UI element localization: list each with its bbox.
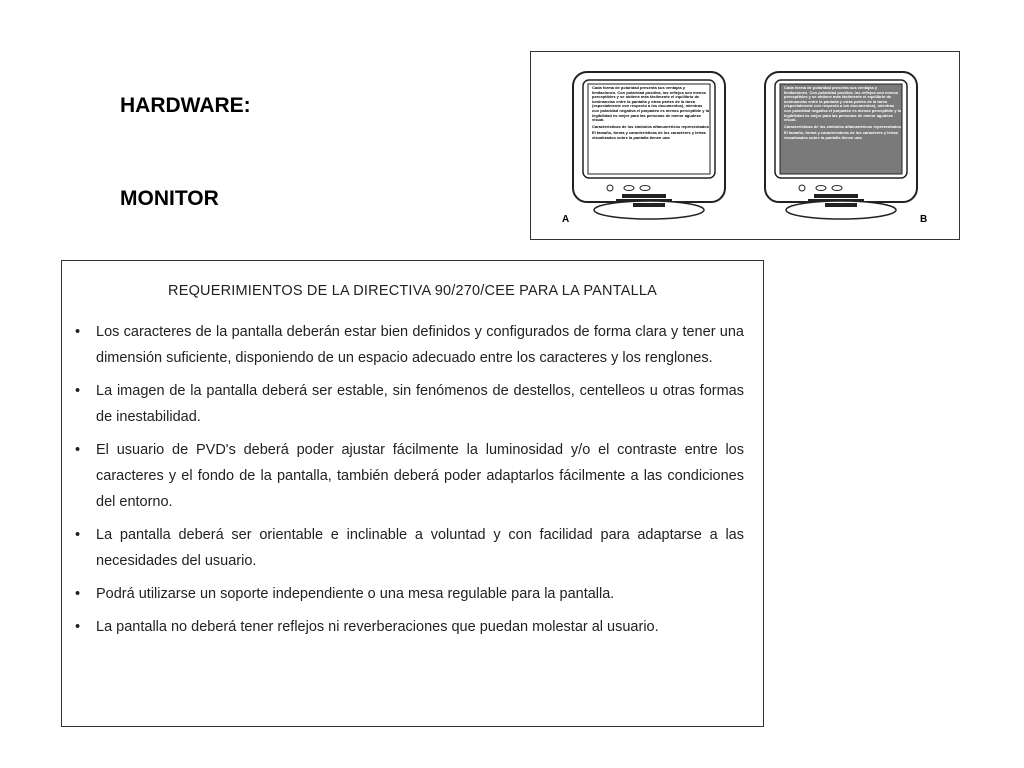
bullet-icon: • [75, 527, 81, 543]
bullet-icon: • [75, 324, 81, 340]
requirement-text: La pantalla deberá ser orientable e inclinable a voluntad y con facilidad para adaptarse a las necesidades del usuario. [96, 527, 744, 569]
directive-requirements-box [61, 260, 764, 727]
screen-b-paragraph: El tamaño, forma y características de los caracteres y letras visualizados sobre la pantalla tienen una [784, 130, 898, 140]
screen-b-text [784, 86, 901, 174]
requirement-item [75, 437, 744, 515]
figure-label-b: B [920, 214, 928, 225]
screen-a-paragraph: Cada forma de polaridad presenta sus ventajas y limitaciones. Con polaridad positiva, los reflejos son menos perceptibles y se obtiene más fácilmente el equilibrio de luminancias entre la pantalla y otras partes de la tarea (especialmente con respecto a los documentos), mientras con polaridad negativa el parpadeo es menos perceptible y la legibilidad es mejor para las personas de menor agudeza visual. [592, 86, 709, 123]
bullet-icon: • [75, 586, 81, 602]
requirement-text: El usuario de PVD's deberá poder ajustar fácilmente la luminosidad y/o el contraste entre los caracteres y el fondo de la pantalla, también deberá poder adaptarlos fácilmente a las condiciones del entorno. [96, 442, 744, 510]
requirement-text: La imagen de la pantalla deberá ser estable, sin fenómenos de destellos, centelleos u otras formas de inestabilidad. [96, 383, 744, 425]
requirement-text: Podrá utilizarse un soporte independiente o una mesa regulable para la pantalla. [96, 586, 615, 602]
bullet-icon: • [75, 619, 81, 635]
requirement-item [75, 522, 744, 574]
screen-a-paragraph: El tamaño, forma y características de los caracteres y letras visualizados sobre la pantalla tienen una [592, 130, 706, 140]
requirement-text: Los caracteres de la pantalla deberán estar bien definidos y configurados de forma clara y tener una dimensión suficiente, disponiendo de un espacio adecuado entre los caracteres y los renglones. [96, 324, 744, 366]
screen-a-text [592, 86, 709, 174]
slide-subheading: MONITOR [120, 187, 219, 210]
directive-title: REQUERIMIENTOS DE LA DIRECTIVA 90/270/CEE PARA LA PANTALLA [168, 283, 657, 299]
monitor-polarity-figure [530, 51, 960, 240]
bullet-icon: • [75, 442, 81, 458]
bullet-icon: • [75, 383, 81, 399]
requirement-text: La pantalla no deberá tener reflejos ni reverberaciones que puedan molestar al usuario. [96, 619, 659, 635]
screen-b-paragraph: Características de los símbolos alfanuméricos representados [784, 123, 901, 129]
requirement-item [75, 581, 744, 607]
slide-heading: HARDWARE: [120, 94, 251, 117]
screen-a-paragraph: Características de los símbolos alfanuméricos representados [592, 123, 709, 129]
requirement-item [75, 378, 744, 430]
requirements-list [75, 319, 744, 647]
screen-b-paragraph: Cada forma de polaridad presenta sus ventajas y limitaciones. Con polaridad positiva, los reflejos son menos perceptibles y se obtiene más fácilmente el equilibrio de luminancias entre la pantalla y otras partes de la tarea (especialmente con respecto a los documentos), mientras con polaridad negativa el parpadeo es menos perceptible y la legibilidad es mejor para las personas de menor agudeza visual. [784, 86, 901, 123]
requirement-item [75, 319, 744, 371]
figure-label-a: A [562, 214, 570, 225]
requirement-item [75, 614, 744, 640]
